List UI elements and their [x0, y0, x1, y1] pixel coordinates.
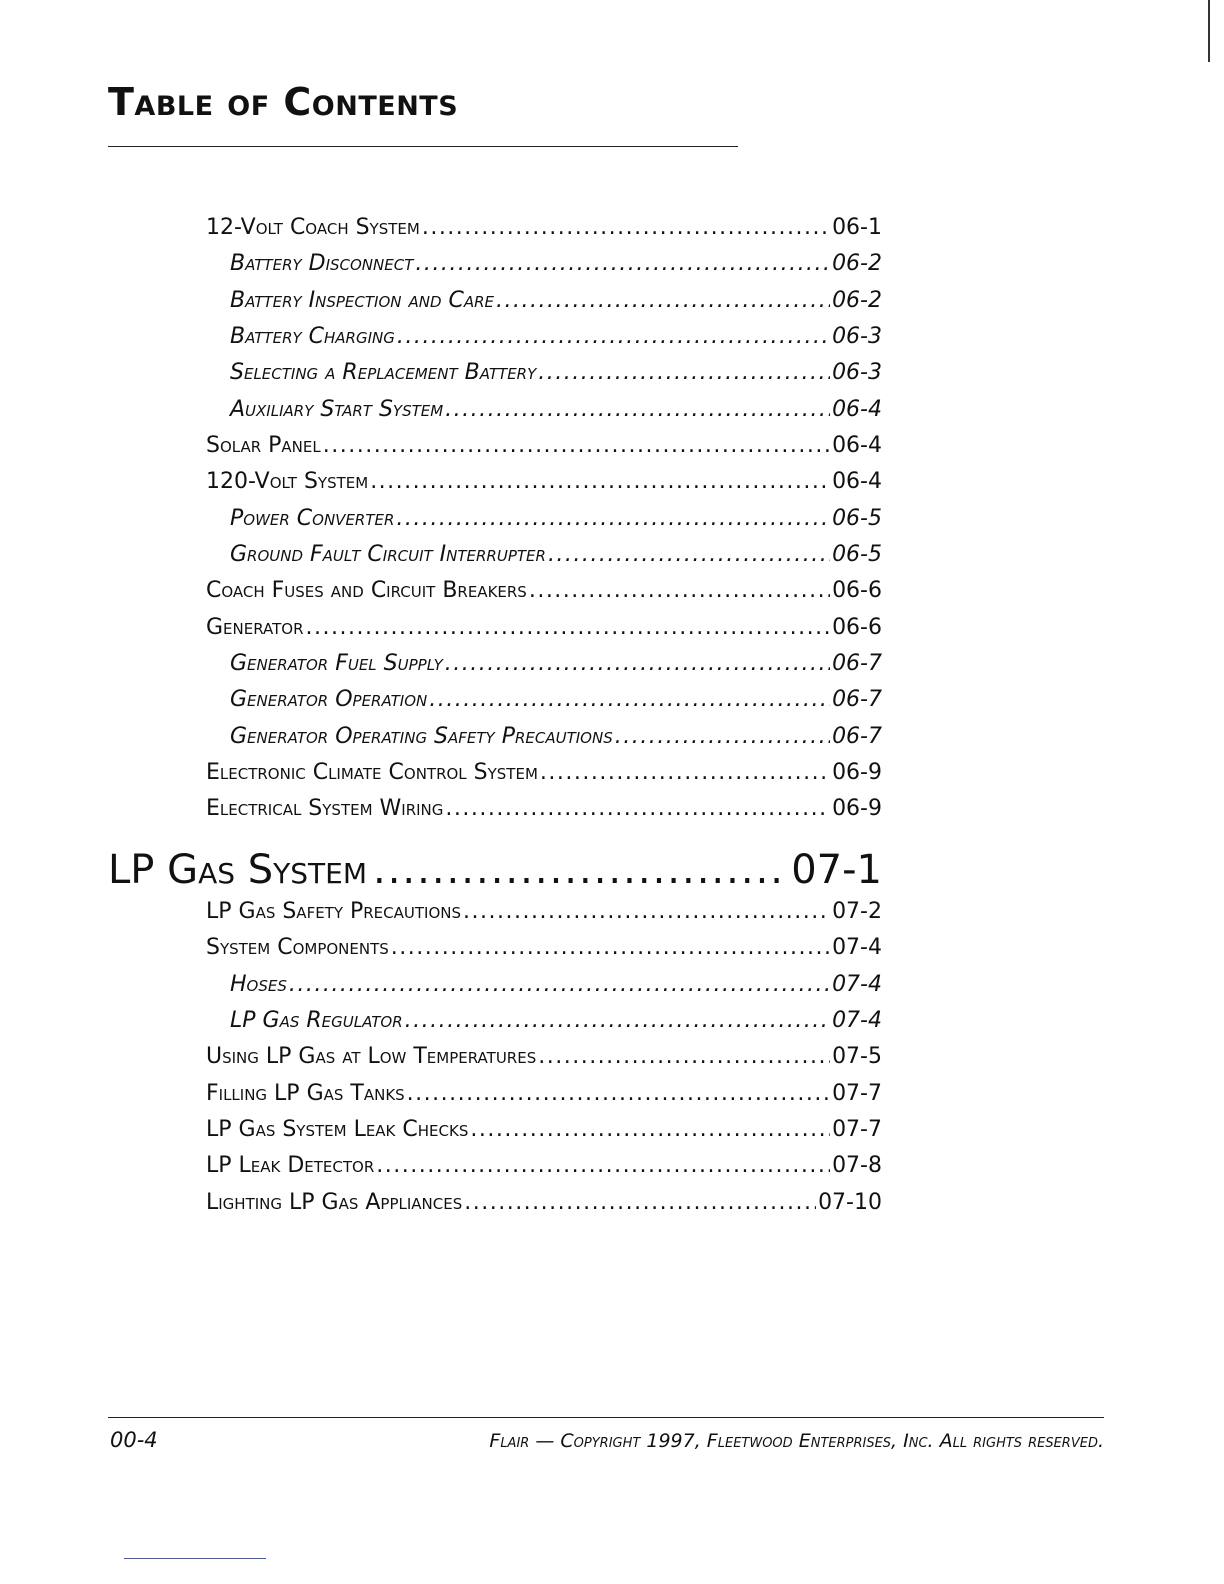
toc-entry-page: 07-2	[832, 899, 882, 924]
toc-entry[interactable]	[230, 249, 882, 279]
dot-leader	[464, 1188, 816, 1218]
toc-entry-label: Coach Fuses and Circuit Breakers	[206, 578, 527, 603]
toc-entry[interactable]	[206, 1188, 882, 1218]
toc-entry-label: LP Gas Safety Precautions	[206, 899, 462, 924]
toc-entry-page: 06-2	[832, 251, 882, 276]
toc-entry-label: Hoses	[230, 972, 287, 997]
dot-leader	[538, 1042, 830, 1072]
dot-leader	[538, 358, 830, 388]
toc-entry[interactable]	[206, 467, 882, 497]
toc-entry-label: Generator Fuel Supply	[230, 651, 443, 676]
toc-entry[interactable]	[230, 649, 882, 679]
toc-entry-label: Battery Inspection and Care	[230, 288, 495, 313]
toc-entry-page: 06-5	[832, 542, 882, 567]
toc-entry-label: 12-Volt Coach System	[206, 215, 420, 240]
toc-entry-label: Lighting LP Gas Appliances	[206, 1190, 463, 1215]
dot-leader	[289, 970, 830, 1000]
toc-entry[interactable]	[206, 933, 882, 963]
toc-entry[interactable]	[206, 897, 882, 927]
toc-entry[interactable]	[230, 540, 882, 570]
toc-entry-page: 06-3	[832, 324, 882, 349]
toc-entry-page: 06-2	[832, 288, 882, 313]
toc-entry-label: 120-Volt System	[206, 469, 369, 494]
toc-entry-page: 06-6	[832, 615, 882, 640]
toc-entry-page: 07-4	[832, 972, 882, 997]
toc-entry-page: 06-4	[832, 433, 882, 458]
toc-entry-label: LP Leak Detector	[206, 1153, 375, 1178]
toc-entry-page: 06-9	[832, 796, 882, 821]
toc-entry-page: 06-7	[832, 687, 882, 712]
dot-leader	[323, 431, 830, 461]
toc-entry-label: Battery Charging	[230, 324, 395, 349]
dot-leader	[415, 249, 830, 279]
dot-leader	[429, 685, 830, 715]
scan-edge-mark	[1208, 0, 1210, 62]
toc-entry[interactable]	[230, 970, 882, 1000]
toc-entry-label: Power Converter	[230, 506, 395, 531]
toc-entry-label: Electrical System Wiring	[206, 796, 444, 821]
bottom-link-underline	[124, 1558, 266, 1559]
dot-leader	[407, 1079, 830, 1109]
toc-entry-label: Solar Panel	[206, 433, 321, 458]
toc-entry[interactable]	[206, 613, 882, 643]
dot-leader	[548, 540, 830, 570]
footer-copyright: Flair — Copyright 1997, Fleetwood Enterprises, Inc. All rights reserved.	[489, 1430, 1104, 1452]
page-title: Table of Contents	[108, 80, 459, 124]
toc-entry-label: Battery Disconnect	[230, 251, 414, 276]
dot-leader	[529, 576, 830, 606]
toc-major-label: LP Gas System	[108, 847, 367, 893]
toc-entry-label: Electronic Climate Control System	[206, 760, 538, 785]
dot-leader	[373, 846, 785, 894]
toc-entry-page: 07-4	[832, 935, 882, 960]
footer-divider	[108, 1417, 1104, 1418]
toc-entry-label: Using LP Gas at Low Temperatures	[206, 1044, 537, 1069]
toc-entry[interactable]	[230, 286, 882, 316]
dot-leader	[422, 213, 830, 243]
toc-entry[interactable]	[206, 431, 882, 461]
toc-entry[interactable]	[206, 1042, 882, 1072]
toc-entry-label: Generator	[206, 615, 304, 640]
dot-leader	[396, 504, 830, 534]
toc-entry[interactable]	[206, 758, 882, 788]
toc-entry-page: 07-10	[818, 1190, 882, 1215]
toc-major-page: 07-1	[791, 847, 882, 893]
toc-entry-label: LP Gas System Leak Checks	[206, 1117, 469, 1142]
dot-leader	[445, 649, 830, 679]
toc-entry-label: Generator Operation	[230, 687, 428, 712]
toc-entry-page: 06-4	[832, 469, 882, 494]
dot-leader	[376, 1151, 830, 1181]
toc-entry-label: Generator Operating Safety Precautions	[230, 724, 613, 749]
toc-major-heading[interactable]	[108, 846, 882, 894]
toc-entry[interactable]	[206, 1115, 882, 1145]
toc-entry[interactable]	[230, 1006, 882, 1036]
dot-leader	[405, 1006, 830, 1036]
toc-entry[interactable]	[206, 1079, 882, 1109]
toc-entry-label: Auxiliary Start System	[230, 397, 444, 422]
toc-entry[interactable]	[230, 322, 882, 352]
toc-entry-label: Selecting a Replacement Battery	[230, 360, 537, 385]
toc-entry-page: 07-8	[832, 1153, 882, 1178]
toc-entry-page: 06-7	[832, 724, 882, 749]
dot-leader	[540, 758, 830, 788]
toc-entry-page: 06-4	[832, 397, 882, 422]
dot-leader	[496, 286, 830, 316]
toc-entry[interactable]	[230, 395, 882, 425]
toc-entry[interactable]	[230, 685, 882, 715]
toc-entry-page: 07-7	[832, 1081, 882, 1106]
dot-leader	[463, 897, 830, 927]
toc-entry[interactable]	[206, 576, 882, 606]
toc-entry[interactable]	[230, 358, 882, 388]
toc-entry-page: 06-9	[832, 760, 882, 785]
dot-leader	[397, 322, 830, 352]
toc-entry-page: 07-4	[832, 1008, 882, 1033]
toc-entry-page: 07-5	[832, 1044, 882, 1069]
toc-entry-page: 06-7	[832, 651, 882, 676]
toc-entry[interactable]	[230, 722, 882, 752]
toc-entry-page: 06-1	[832, 215, 882, 240]
dot-leader	[306, 613, 831, 643]
toc-entry-page: 06-6	[832, 578, 882, 603]
toc-entry-page: 06-3	[832, 360, 882, 385]
toc-entry-page: 07-7	[832, 1117, 882, 1142]
dot-leader	[445, 794, 830, 824]
toc-entry[interactable]	[206, 794, 882, 824]
toc-entry-label: Filling LP Gas Tanks	[206, 1081, 405, 1106]
dot-leader	[445, 395, 830, 425]
toc-entry-page: 06-5	[832, 506, 882, 531]
toc-entry-label: Ground Fault Circuit Interrupter	[230, 542, 546, 567]
toc-entry[interactable]	[206, 213, 882, 243]
dot-leader	[391, 933, 830, 963]
footer-page-number: 00-4	[110, 1428, 158, 1452]
toc-entry-label: System Components	[206, 935, 389, 960]
dot-leader	[615, 722, 830, 752]
toc-entry[interactable]	[206, 1151, 882, 1181]
toc-entry[interactable]	[230, 504, 882, 534]
dot-leader	[470, 1115, 830, 1145]
toc-entry-label: LP Gas Regulator	[230, 1008, 403, 1033]
dot-leader	[370, 467, 830, 497]
